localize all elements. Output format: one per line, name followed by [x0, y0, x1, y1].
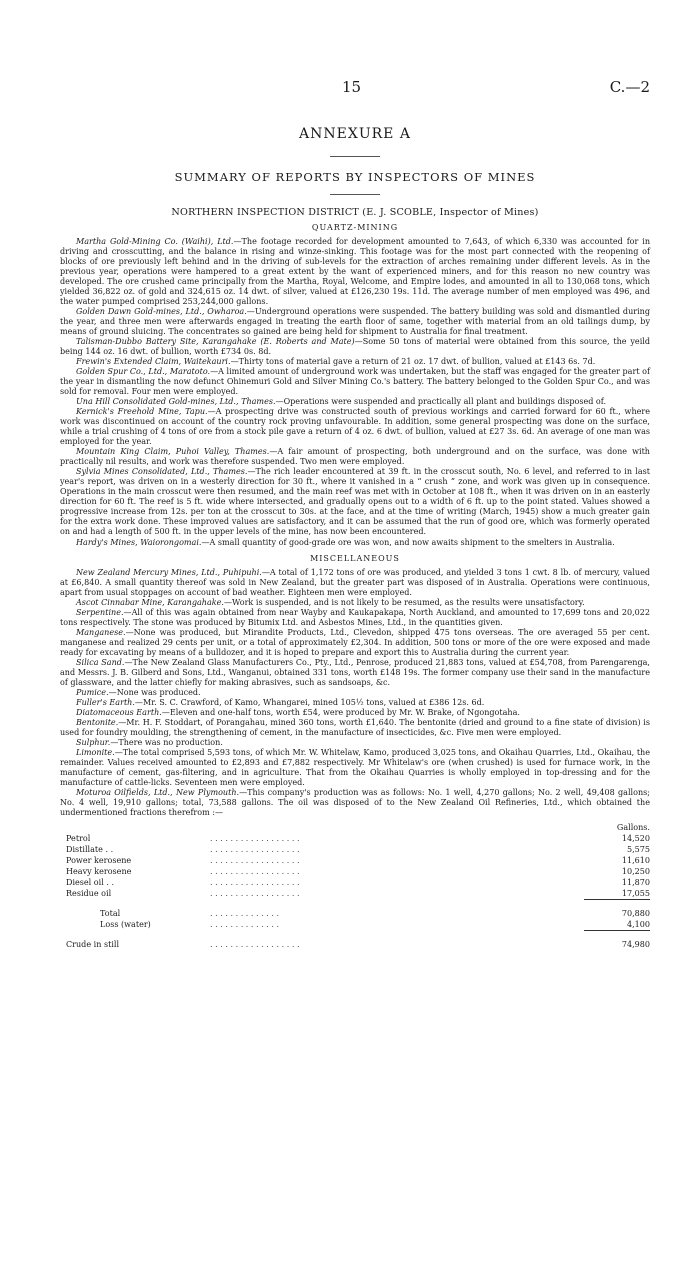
- fraction-label: Heavy kerosene: [66, 866, 132, 876]
- leader-dots: . . . . . . . . . . . . . . . . . .: [210, 855, 300, 865]
- quartz-mining-reports: [60, 237, 650, 547]
- annex-title: ANNEXURE A: [299, 126, 411, 142]
- report-lead: Golden Dawn Gold-mines, Ltd., Owharoa.: [76, 307, 247, 317]
- report-text: —The total comprised 5,593 tons, of which Mr. W. Whitelaw, Kamo, produced 3,025 tons, and Okaihau Quarries, Ltd., Okaihau, the remainder. Values received amounted to £2,893 and £7,882 respectively. Mr Whitelaw's ore (when crushed) is used for furnace work, in the manufacture of cement, gas-filtering, and in agriculture. That from the Okaihau Quarries is wholly employed in top-dressing and for the manufacture of cattle-licks. Seventeen men were employed.: [60, 747, 650, 787]
- fraction-row: [60, 844, 650, 855]
- divider: [330, 194, 380, 195]
- fraction-value: 5,575: [626, 844, 650, 854]
- leader-dots: . . . . . . . . . . . . . . . . . .: [210, 833, 300, 843]
- leader-dots: . . . . . . . . . . . . . . . . . .: [210, 939, 300, 949]
- report-text: —Mr. S. C. Crawford, of Kamo, Whangarei, mined 105½ tons, valued at £386 12s. 6d.: [134, 697, 485, 707]
- report-lead: Silica Sand.: [76, 657, 125, 667]
- section-heading-quartz: QUARTZ-MINING: [311, 223, 399, 233]
- page-header: [60, 78, 650, 100]
- report-lead: Bentonite.: [76, 717, 119, 727]
- leader-dots: . . . . . . . . . . . . . . . . . .: [210, 888, 300, 898]
- report-lead: Frewin's Extended Claim, Waitekauri.: [76, 357, 231, 367]
- report-lead: Serpentine.: [76, 607, 124, 617]
- leader-dots: . . . . . . . . . . . . . . . . . .: [210, 866, 300, 876]
- miscellaneous-reports: [60, 568, 650, 818]
- report-text: —The rich leader encountered at 39 ft. in the crosscut south, No. 6 level, and referred to in last year's report, was driven on in a westerly direction for 30 ft., where it vanished in a “ crush ” zone, and work was given up in consequence. Operations in the main crosscut were then resumed, and the main reef was met with in October at 108 ft., when it was driven on in an easterly direction for 60 ft. The reef is 5 ft. wide where intersected, and gradually opens out to a width of 6 ft. up to the point stated. Values showed a progressive increase from 12s. per ton at the crosscut to 30s. at the face, and at the time of writing (March, 1945) show a much greater gain for the extra work done. These improved values are satisfactory, and it can be assumed that the run of good ore, which was formerly operated on and had a length of 500 ft. in the upper levels of the mine, has now been encountered.: [60, 467, 650, 537]
- fraction-value: 11,610: [621, 855, 650, 865]
- loss-label: Loss (water): [100, 919, 151, 929]
- unit-header: Gallons.: [616, 822, 650, 832]
- fraction-value: 11,870: [621, 877, 650, 887]
- document-reference: C.—2: [609, 78, 650, 96]
- report-text: —None was produced.: [108, 687, 201, 697]
- fraction-row: [60, 877, 650, 888]
- report-paragraph: [60, 658, 650, 688]
- report-lead: Sulphur.: [76, 737, 111, 747]
- loss-value: 4,100: [584, 919, 650, 931]
- summary-title: SUMMARY OF REPORTS BY INSPECTORS OF MINES: [174, 170, 536, 184]
- report-text: —Operations were suspended and practically all plant and buildings disposed of.: [275, 397, 607, 407]
- leader-dots: . . . . . . . . . . . . . . . . . .: [210, 844, 300, 854]
- report-paragraph: [60, 447, 650, 467]
- report-text: —None was produced, but Mirandite Products, Ltd., Clevedon, shipped 475 tons overseas. The ore averaged 55 per cent. manganese and realized 29 cents per unit, or a total of approximately £2,304. In addition, 500 tons or more of the ore were exposed and made ready for excavating by means of a bulldozer, and it is hoped to prepare and export this to Australia during the current year.: [60, 627, 650, 657]
- section-heading-misc: MISCELLANEOUS: [310, 553, 400, 563]
- report-text: —There was no production.: [110, 737, 223, 747]
- report-paragraph: [60, 628, 650, 658]
- report-paragraph: [60, 598, 650, 608]
- report-text: —Thirty tons of material gave a return of 21 oz. 17 dwt. of bullion, valued at £143 6s. 7d.: [230, 357, 596, 367]
- crude-value: 74,980: [621, 939, 650, 949]
- report-paragraph: [60, 357, 650, 367]
- total-label: Total: [100, 908, 121, 918]
- fraction-row: [60, 888, 650, 900]
- report-lead: Manganese.: [76, 627, 126, 637]
- fraction-row: [60, 866, 650, 877]
- report-lead: Una Hill Consolidated Gold-mines, Ltd., Thames.: [76, 397, 276, 407]
- report-paragraph: [60, 738, 650, 748]
- report-paragraph: [60, 748, 650, 788]
- fraction-value: 10,250: [621, 866, 650, 876]
- report-paragraph: [60, 467, 650, 537]
- report-text: —Some 50 tons of material were obtained from this source, the yeild being 144 oz. 16 dwt. of bullion, worth £734 0s. 8d.: [60, 337, 650, 357]
- report-text: —Eleven and one-half tons, worth £54, were produced by Mr. W. Brake, of Ngongotaha.: [161, 707, 520, 717]
- fraction-label: Petrol: [66, 833, 91, 843]
- report-lead: Talisman-Dubbo Battery Site, Karangahake (E. Roberts and Mate): [76, 337, 355, 347]
- report-text: —Underground operations were suspended. The battery building was sold and dismantled during the year, and three men were afterwards engaged in treating the earth floor of same, together with material from an old tailings dump, by means of ground sluicing. The concentrates so gained are being held for shipment to Australia for final treatment.: [60, 307, 651, 337]
- report-paragraph: [60, 718, 650, 738]
- report-paragraph: [60, 367, 650, 397]
- report-lead: Moturoa Oilfields, Ltd., New Plymouth.: [76, 787, 240, 797]
- fraction-value: 14,520: [621, 833, 650, 843]
- report-text: —Work is suspended, and is not likely to be resumed, as the results were unsatisfactory.: [223, 597, 585, 607]
- fraction-label: Residue oil: [66, 888, 112, 898]
- fraction-label: Distillate . .: [66, 844, 114, 854]
- leader-dots: . . . . . . . . . . . . . .: [210, 919, 280, 929]
- report-body: [60, 208, 650, 950]
- report-text: —The New Zealand Glass Manufacturers Co., Pty., Ltd., Penrose, produced 21,883 tons, valued at £54,708, from Parengarenga, and Messrs. J. B. Gilberd and Sons, Ltd., Wanganui, obtained 331 tons, worth £148 19s. The former company use their sand in the manufacture of glassware, and the latter chiefly for making abrasives, such as sandsoaps, &c.: [60, 657, 650, 687]
- report-lead: Diatomaceous Earth.: [76, 707, 162, 717]
- district-heading: NORTHERN INSPECTION DISTRICT (E. J. SCOBLE, Inspector of Mines): [171, 207, 539, 218]
- report-paragraph: [60, 397, 650, 407]
- oil-fractions-table: [60, 822, 650, 950]
- fraction-rows: [60, 833, 650, 900]
- fraction-row: [60, 833, 650, 844]
- report-paragraph: [60, 237, 650, 307]
- divider: [330, 156, 380, 157]
- leader-dots: . . . . . . . . . . . . . .: [210, 908, 280, 918]
- report-text: —This company's production was as follows: No. 1 well, 4,270 gallons; No. 2 well, 49,408 gallons; No. 4 well, 19,910 gallons; total, 73,588 gallons. The oil was disposed of to the New Zealand Oil Refineries, Ltd., which obtained the undermentioned fractions therefrom :—: [60, 787, 650, 817]
- fraction-label: Diesel oil . .: [66, 877, 115, 887]
- report-lead: Limonite.: [76, 747, 115, 757]
- leader-dots: . . . . . . . . . . . . . . . . . .: [210, 877, 300, 887]
- report-paragraph: [60, 307, 650, 337]
- total-row: [60, 908, 650, 919]
- report-text: —All of this was again obtained from near Wayby and Kaukapakapa, North Auckland, and amounted to 17,699 tons and 20,022 tons respectively. The stone was produced by Bitumix Ltd. and Asbestos Mines, Ltd., in the quantities given.: [60, 607, 650, 627]
- report-paragraph: [60, 698, 650, 708]
- report-paragraph: [60, 568, 650, 598]
- report-text: —The footage recorded for development amounted to 7,643, of which 6,330 was accounted for in driving and crosscutting, and the balance in rising and winze-sinking. This footage was for the most part connected with the reopening of blocks of ore previously left behind and in the driving of sub-levels for the extraction of arches remaining under different levels. As in the previous year, operations were hampered to a great extent by the want of experienced miners, and for this reason no new country was developed. The ore crushed came principally from the Martha, Royal, Welcome, and Empire lodes, and amounted in all to 130,068 tons, which yielded 36,822 oz. of gold and 324,615 oz. 14 dwt. of silver, valued at £126,230 19s. 11d. The average number of men employed was 496, and the water pumped comprised 253,244,000 gallons.: [60, 237, 650, 307]
- page-number: 15: [342, 78, 362, 96]
- crude-row: [60, 939, 650, 950]
- report-lead: Mountain King Claim, Puhoi Valley, Thames.: [76, 447, 270, 457]
- report-paragraph: [60, 688, 650, 698]
- report-lead: Ascot Cinnabar Mine, Karangahake.: [76, 597, 224, 607]
- report-paragraph: [60, 407, 650, 447]
- report-paragraph: [60, 708, 650, 718]
- report-paragraph: [60, 608, 650, 628]
- report-lead: Sylvia Mines Consolidated, Ltd., Thames.: [76, 467, 248, 477]
- total-value: 70,880: [621, 908, 650, 918]
- fraction-label: Power kerosene: [66, 855, 132, 865]
- report-paragraph: [60, 337, 650, 357]
- report-paragraph: [60, 538, 650, 548]
- report-lead: Golden Spur Co., Ltd., Maratoto.: [76, 367, 211, 377]
- fraction-row: [60, 855, 650, 866]
- report-lead: Hardy's Mines, Waiorongomai.: [76, 537, 202, 547]
- report-paragraph: [60, 788, 650, 818]
- report-lead: New Zealand Mercury Mines, Ltd., Puhipuhi.: [76, 567, 262, 577]
- report-text: —A small quantity of good-grade ore was won, and now awaits shipment to the smelters in Australia.: [201, 537, 615, 547]
- report-text: —A fair amount of prospecting, both underground and on the surface, was done with practically nil results, and work was therefore suspended. Two men were employed.: [60, 447, 650, 467]
- report-lead: Kernick's Freehold Mine, Tapu.: [76, 407, 208, 417]
- crude-label: Crude in still: [66, 939, 120, 949]
- report-lead: Pumice.: [76, 687, 109, 697]
- report-lead: Fuller's Earth.: [76, 697, 135, 707]
- report-text: —Mr. H. F. Stoddart, of Porangahau, mined 360 tons, worth £1,640. The bentonite (dried and ground to a fine state of division) is used for foundry moulding, the strengthening of cement, in the manufacture of insecticides, &c. Five men were employed.: [60, 717, 650, 737]
- loss-row: [60, 919, 650, 931]
- report-text: —A limited amount of underground work was undertaken, but the staff was engaged for the greater part of the year in dismantling the now defunct Ohinemuri Gold and Silver Mining Co.'s battery. The battery belonged to the Golden Spur Co., and was sold for removal. Four men were employed.: [60, 367, 650, 397]
- report-lead: Martha Gold-Mining Co. (Waihi), Ltd.: [76, 237, 234, 247]
- report-text: —A total of 1,172 tons of ore was produced, and yielded 3 tons 1 cwt. 8 lb. of mercury, valued at £6,840. A small quantity thereof was sold in New Zealand, but the greater part was disposed of in Australia. Operations were continuous, apart from usual stoppages on account of bad weather. Eighteen men were employed.: [60, 567, 650, 597]
- report-text: —A prospecting drive was constructed south of previous workings and carried forward for 60 ft., where work was discontinued on account of the country rock proving unfavourable. In addition, some general prospecting was done on the surface, while a trial crushing of 4 tons of ore from a stock pile gave a return of 4 oz. 6 dwt. of bullion, valued at £27 3s. 6d. An average of one man was employed for the year.: [60, 407, 650, 447]
- fraction-value: 17,055: [584, 888, 650, 900]
